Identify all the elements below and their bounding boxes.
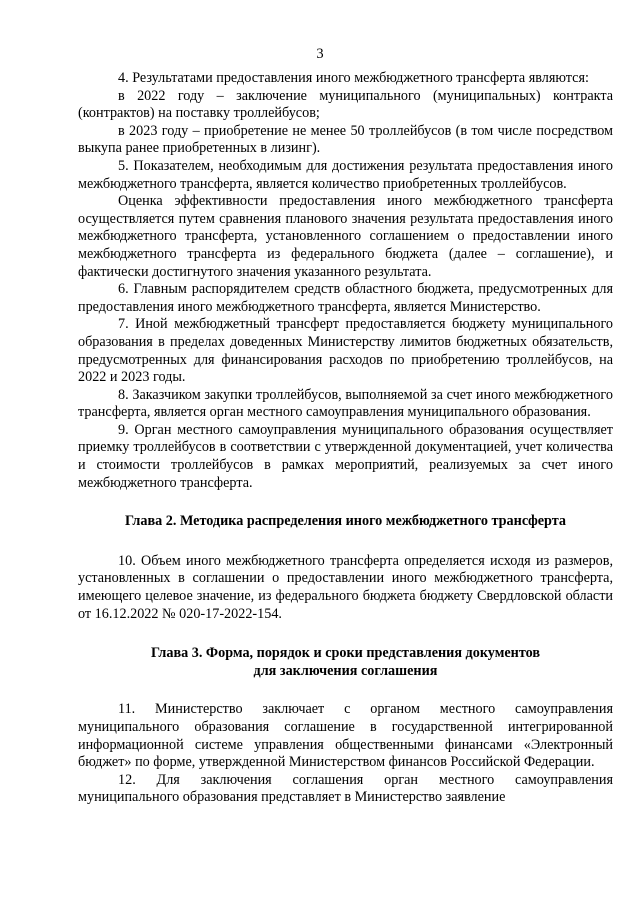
page-number: 3 [316,46,324,62]
paragraph-10: 10. Объем иного межбюджетного трансферта определяется исходя из размеров, установленных в соглашении о предоставлении иного межбюджетного трансферта, имеющего целевое значение, из федерального бюджета бюджету Свердловской области от 16.12.2022 № 020-17-2022-154. [78,552,613,622]
document-body [78,70,613,807]
paragraph-7: 7. Иной межбюджетный трансферт предоставляется бюджету муниципального образования в пределах доведенных Министерству лимитов бюджетных обязательств, предусмотренных для финансирования расходов по приобретению троллейбусов, на 2022 и 2023 годы. [78,316,613,386]
chapter-3-heading-line-1: Глава 3. Форма, порядок и сроки представления документов [150,645,541,662]
paragraph-4-2023: в 2023 году – приобретение не менее 50 троллейбусов (в том числе посредством выкупа ранее приобретенных в лизинг). [78,122,613,157]
paragraph-5: 5. Показателем, необходимым для достижения результата предоставления иного межбюджетного трансферта, является количество приобретенных троллейбусов. [78,157,613,192]
paragraph-8: 8. Заказчиком закупки троллейбусов, выполняемой за счет иного межбюджетного трансферта, является орган местного самоуправления муниципального образования. [78,386,613,421]
paragraph-6: 6. Главным распорядителем средств областного бюджета, предусмотренных для предоставления иного межбюджетного трансферта, является Министерство. [78,281,613,315]
chapter-2-heading: Глава 2. Методика распределения иного межбюджетного трансферта [124,513,566,530]
paragraph-evaluation: Оценка эффективности предоставления иного межбюджетного трансферта осуществляется путем сравнения планового значения результата предоставления иного межбюджетного трансферта, установленного соглашением о предоставлении иного межбюджетного трансферта из федерального бюджета (далее – соглашение), и фактически достигнутого значения указанного результата. [78,193,613,280]
paragraph-12: 12. Для заключения соглашения орган местного самоуправления муниципального образования представляет в Министерство заявление [78,771,613,806]
paragraph-4: 4. Результатами предоставления иного межбюджетного трансферта являются: [118,70,589,86]
paragraph-4-2022: в 2022 году – заключение муниципального (муниципальных) контракта (контрактов) на поставку троллейбусов; [78,87,613,122]
chapter-3-heading [78,645,613,680]
paragraph-11: 11. Министерство заключает с органом местного самоуправления муниципального образования соглашение в государственной интегрированной информационной системе управления общественными финансами «Электронный бюджет» по форме, утвержденной Министерством финансов Российской Федерации. [78,701,613,771]
chapter-3-heading-line-2: для заключения соглашения [253,662,438,679]
paragraph-9: 9. Орган местного самоуправления муниципального образования осуществляет приемку троллейбусов в соответствии с утвержденной документацией, учет количества и стоимости троллейбусов в рамках мероприятий, реализуемых за счет иного межбюджетного трансферта. [78,421,613,491]
